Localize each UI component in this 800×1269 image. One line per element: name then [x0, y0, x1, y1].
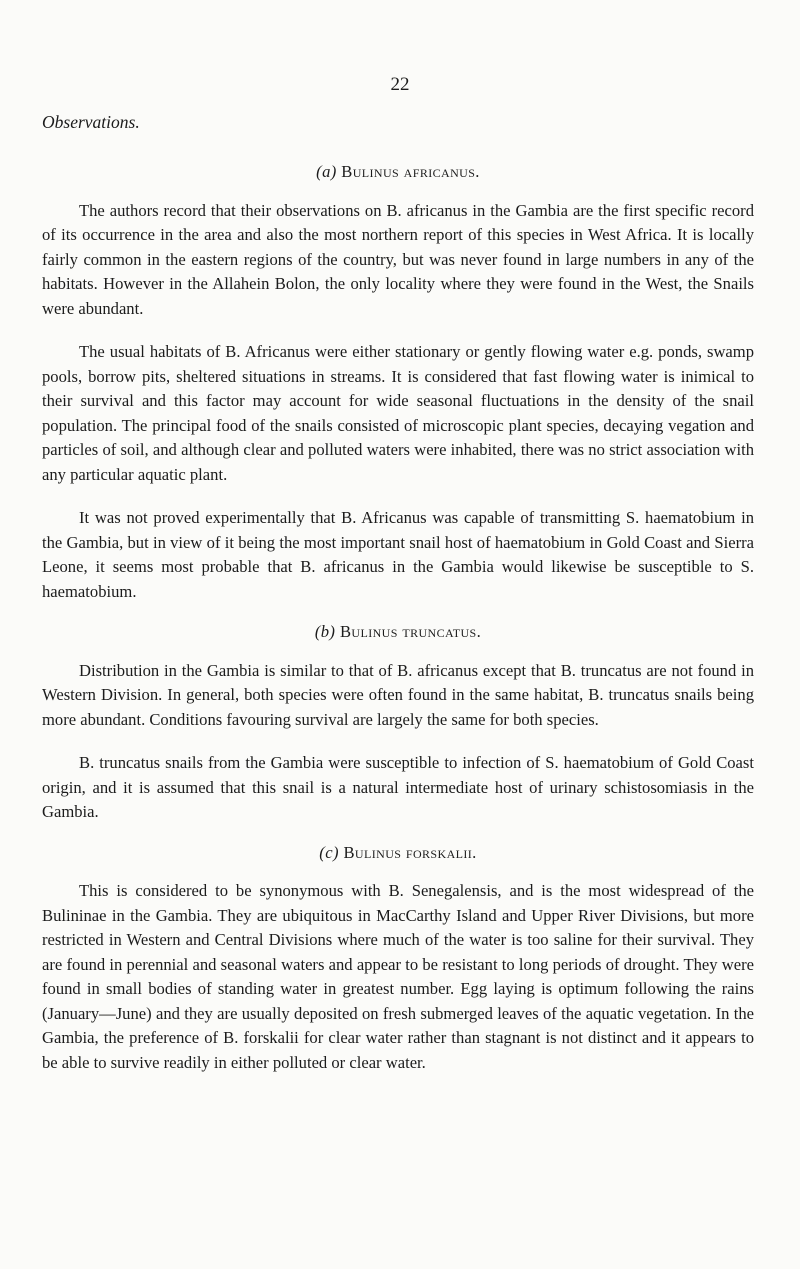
document-body — [42, 160, 754, 1094]
paragraph: The authors record that their observations on B. africanus in the Gambia are the first specific record of its occurrence in the area and also the most northern report of this species in West Africa. It is locally fairly common in the eastern regions of the country, but was never found in large numbers in any of the habitats. However in the Allahein Bolon, the only locality where they were found in the West, the Snails were abundant. — [42, 200, 754, 318]
page-number: 22 — [390, 74, 410, 95]
subsection-title: Bulinus forskalii. — [343, 842, 477, 862]
paragraph: The usual habitats of B. Africanus were either stationary or gently flowing water e.g. ponds, swamp pools, borrow pits, sheltered situations in streams. It is considered that fast flowing water is inimical to their survival and this factor may account for wide seasonal fluctuations in the density of the snail population. The principal food of the snails consisted of microscopic plant species, decaying vegation and particles of soil, and although clear and polluted waters were inhabited, there was no strict association with any particular aquatic plant. — [42, 342, 754, 484]
subsection-label: (c) — [319, 842, 339, 862]
paragraph: This is considered to be synonymous with B. Senegalensis, and is the most widespread of the Bulininae in the Gambia. They are ubiquitous in MacCarthy Island and Upper River Divisions, but more restricted in Western and Central Divisions where much of the water is too saline for their survival. They are found in perennial and seasonal waters and appear to be resistant to long periods of drought. They were found in small bodies of standing water in greatest number. Egg laying is optimum following the rains (January—June) and they are usually deposited on fresh submerged leaves of the aquatic vegetation. In the Gambia, the preference of B. forskalii for clear water rather than stagnant is not distinct and it appears to be able to survive readily in either polluted or clear water. — [42, 881, 754, 1072]
section-bulinus-africanus — [42, 160, 754, 604]
paragraph: Distribution in the Gambia is similar to that of B. africanus except that B. truncatus are not found in Western Division. In general, both species were often found in the same habitat, B. truncatus snails being more abundant. Conditions favouring survival are largely the same for both species. — [42, 660, 754, 729]
subsection-title: Bulinus truncatus. — [339, 622, 482, 641]
paragraph: B. truncatus snails from the Gambia were susceptible to infection of S. haematobium of Gold Coast origin, and it is assumed that this snail is a natural intermediate host of urinary schistosomiasis in the Gambia. — [42, 753, 754, 821]
section-heading: Observations. — [42, 112, 140, 132]
section-bulinus-forskalii — [42, 841, 754, 1076]
subsection-heading — [42, 160, 754, 185]
subsection-heading — [42, 841, 754, 866]
section-bulinus-truncatus — [42, 620, 754, 825]
paragraph: It was not proved experimentally that B. Africanus was capable of transmitting S. haematobium in the Gambia, but in view of it being the most important snail host of haematobium in Gold Coast and Sierra Leone, it seems most probable that B. africanus in the Gambia would likewise be susceptible to S. haematobium. — [42, 508, 754, 601]
subsection-title: Bulinus africanus. — [341, 162, 480, 181]
subsection-label: (a) — [316, 162, 337, 181]
subsection-label: (b) — [314, 622, 336, 641]
subsection-heading — [42, 620, 754, 645]
